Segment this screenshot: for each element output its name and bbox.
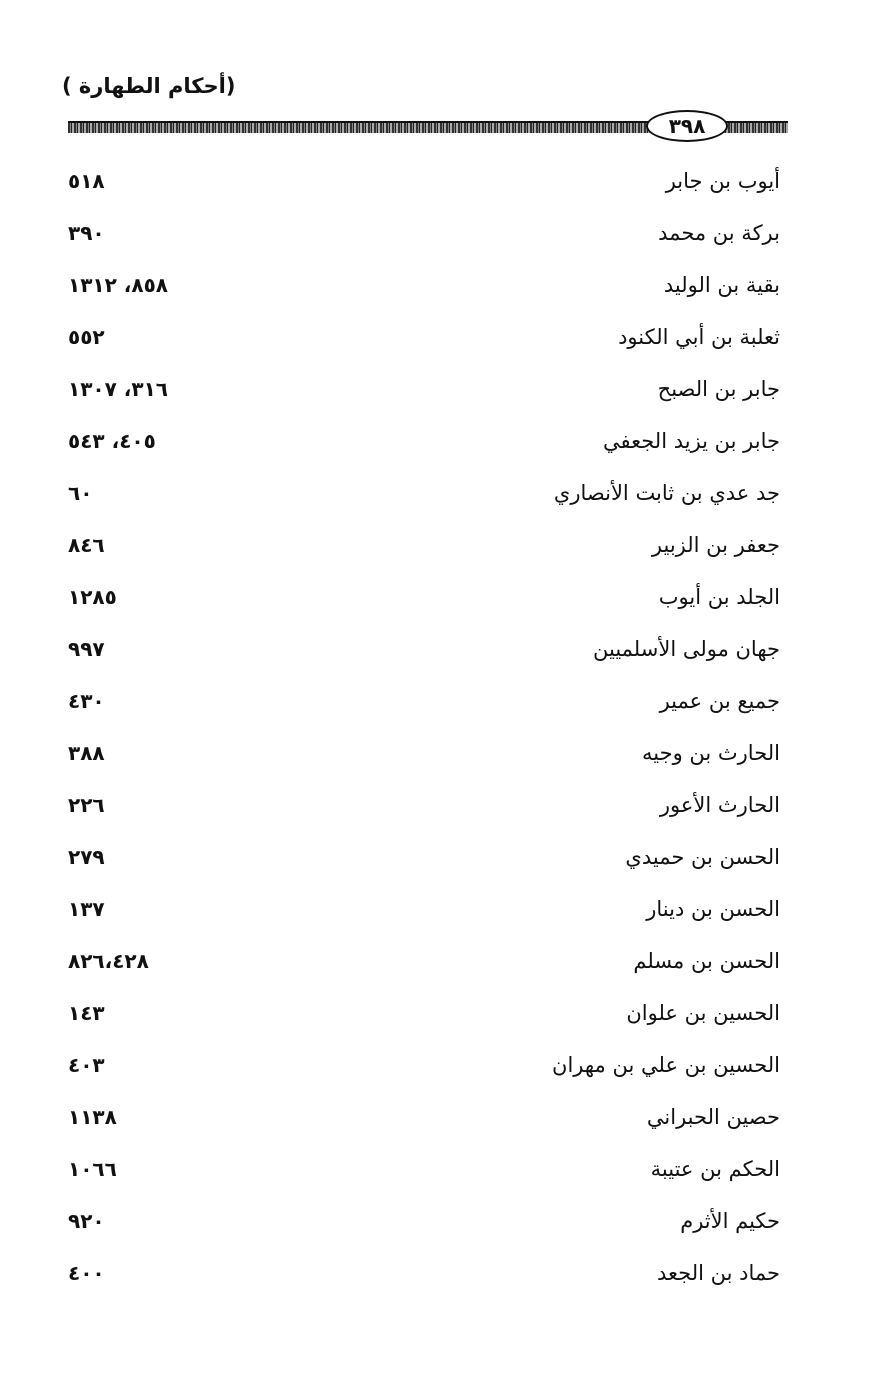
entry-pages: ٤٠٠ bbox=[68, 1261, 105, 1285]
entry-name: جد عدي بن ثابت الأنصاري bbox=[553, 481, 780, 505]
entry-pages: ٢٢٦ bbox=[68, 793, 105, 817]
entry-name: حماد بن الجعد bbox=[657, 1261, 780, 1285]
list-item bbox=[60, 429, 780, 469]
list-item bbox=[60, 689, 780, 729]
entry-name: جهان مولى الأسلميين bbox=[593, 637, 780, 661]
entry-pages: ٣٩٠ bbox=[68, 221, 105, 245]
entry-pages: ٩٢٠ bbox=[68, 1209, 105, 1233]
entry-name: جعفر بن الزبير bbox=[651, 533, 780, 557]
list-item bbox=[60, 1053, 780, 1093]
list-item bbox=[60, 481, 780, 521]
entry-pages: ٣٨٨ bbox=[68, 741, 105, 765]
entry-pages: ٤٠٥، ٥٤٣ bbox=[68, 429, 156, 453]
entry-name: الحسن بن دينار bbox=[646, 897, 780, 921]
entry-name: حكيم الأثرم bbox=[680, 1209, 780, 1233]
entry-pages: ١١٣٨ bbox=[68, 1105, 117, 1129]
entry-pages: ٨٢٦،٤٢٨ bbox=[68, 949, 149, 973]
entry-pages: ٨٤٦ bbox=[68, 533, 105, 557]
entry-name: الحارث بن وجيه bbox=[642, 741, 780, 765]
entry-name: جابر بن الصبح bbox=[657, 377, 780, 401]
list-item bbox=[60, 585, 780, 625]
list-item bbox=[60, 741, 780, 781]
book-title: (أحكام الطهارة ) bbox=[62, 74, 236, 98]
entry-name: بقية بن الوليد bbox=[663, 273, 780, 297]
entry-pages: ٣١٦، ١٣٠٧ bbox=[68, 377, 169, 401]
entry-pages: ٨٥٨، ١٣١٢ bbox=[68, 273, 169, 297]
entry-pages: ٤٠٣ bbox=[68, 1053, 105, 1077]
entry-pages: ٦٠ bbox=[68, 481, 93, 505]
entry-name: الحسين بن علي بن مهران bbox=[552, 1053, 780, 1077]
entry-pages: ٢٧٩ bbox=[68, 845, 105, 869]
entry-name: الحسن بن حميدي bbox=[625, 845, 780, 869]
list-item bbox=[60, 325, 780, 365]
entry-name: ثعلبة بن أبي الكنود bbox=[618, 325, 780, 349]
entry-pages: ٩٩٧ bbox=[68, 637, 105, 661]
list-item bbox=[60, 169, 780, 209]
list-item bbox=[60, 1209, 780, 1249]
entry-pages: ٤٣٠ bbox=[68, 689, 105, 713]
entry-name: أيوب بن جابر bbox=[665, 169, 780, 193]
list-item bbox=[60, 1105, 780, 1145]
entry-name: حصين الحبراني bbox=[646, 1105, 780, 1129]
list-item bbox=[60, 1157, 780, 1197]
list-item bbox=[60, 377, 780, 417]
list-item bbox=[60, 221, 780, 261]
list-item bbox=[60, 637, 780, 677]
entry-name: الحكم بن عتيبة bbox=[650, 1157, 780, 1181]
entry-name: جميع بن عمير bbox=[659, 689, 780, 713]
entry-pages: ٥١٨ bbox=[68, 169, 105, 193]
entry-name: الحسين بن علوان bbox=[626, 1001, 780, 1025]
entry-name: بركة بن محمد bbox=[658, 221, 780, 245]
list-item bbox=[60, 1001, 780, 1041]
list-item bbox=[60, 1261, 780, 1301]
list-item bbox=[60, 533, 780, 573]
entry-pages: ١٤٣ bbox=[68, 1001, 105, 1025]
list-item bbox=[60, 949, 780, 989]
entry-name: جابر بن يزيد الجعفي bbox=[602, 429, 780, 453]
page-number: ٣٩٨ bbox=[668, 114, 706, 138]
entry-pages: ١٢٨٥ bbox=[68, 585, 117, 609]
list-item bbox=[60, 273, 780, 313]
list-item bbox=[60, 897, 780, 937]
entry-name: الحسن بن مسلم bbox=[633, 949, 780, 973]
list-item bbox=[60, 793, 780, 833]
entry-pages: ١٣٧ bbox=[68, 897, 105, 921]
entry-name: الجلد بن أيوب bbox=[658, 585, 780, 609]
entry-pages: ١٠٦٦ bbox=[68, 1157, 117, 1181]
list-item bbox=[60, 845, 780, 885]
entry-name: الحارث الأعور bbox=[659, 793, 780, 817]
entry-pages: ٥٥٢ bbox=[68, 325, 105, 349]
